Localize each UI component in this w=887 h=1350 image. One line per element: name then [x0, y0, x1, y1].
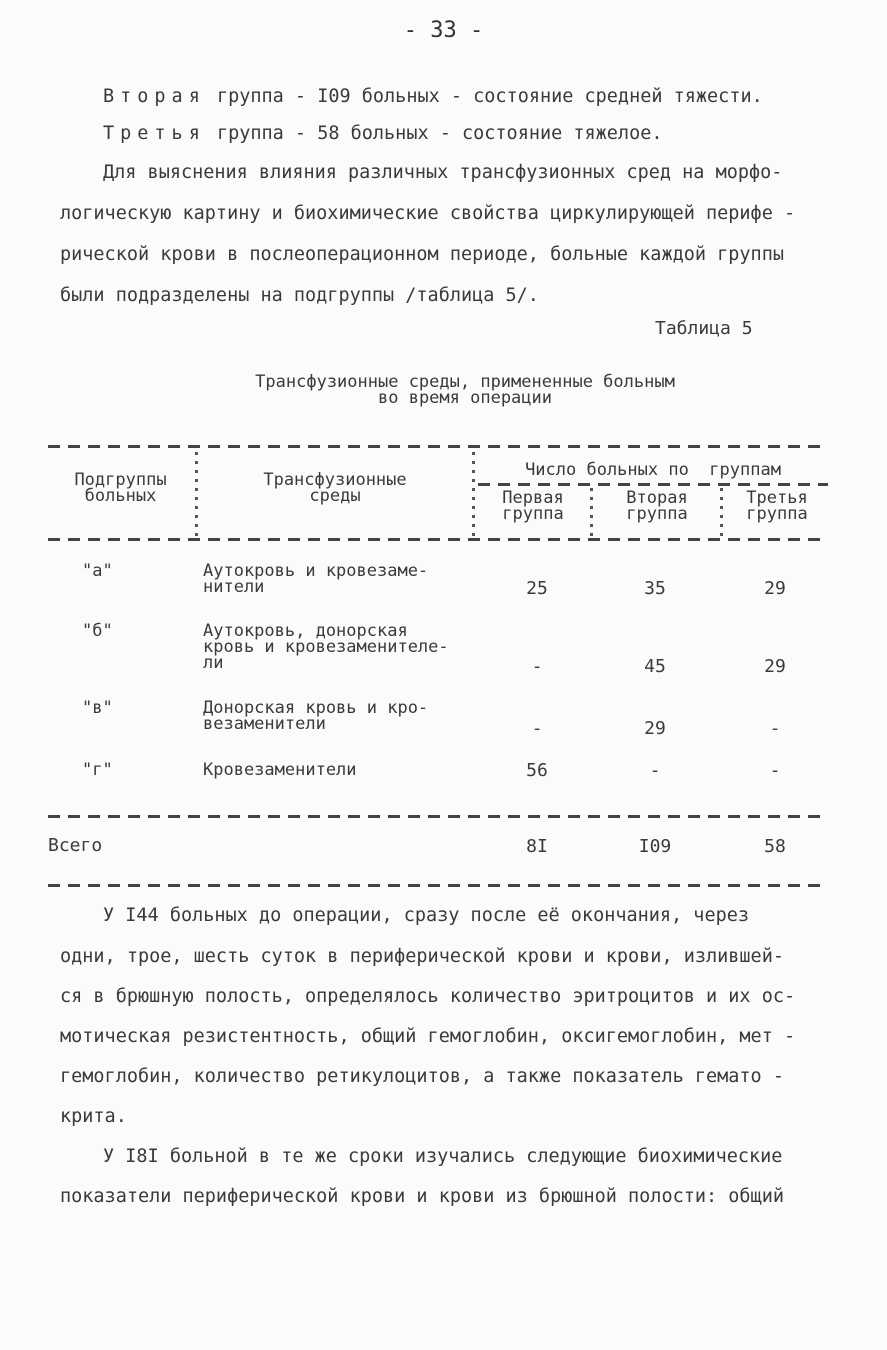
table-cell-value: 35 — [644, 578, 666, 599]
table-row-subgroup: "б" — [82, 621, 113, 641]
paragraph-line: логическую картину и биохимические свойства циркулирующей перифе - — [60, 203, 796, 224]
paragraph-line: рической крови в послеоперационном периоде, больные каждой группы — [60, 244, 784, 265]
body-bottom-rule — [48, 815, 828, 818]
second-group-text: группа - I09 больных - состояние средней тяжести. — [216, 86, 763, 107]
table-row-subgroup: "г" — [82, 760, 113, 780]
table-cell-value: 29 — [764, 578, 786, 599]
paragraph-line: мотическая резистентность, общий гемоглобин, оксигемоглобин, мет - — [60, 1026, 796, 1047]
column-separator — [472, 452, 475, 536]
table-row-media: Аутокровь, донорская кровь и кровезаменителе- ли — [203, 621, 449, 673]
table-total-label: Всего — [48, 835, 103, 856]
table-label: Таблица 5 — [655, 318, 753, 339]
table-cell-value: 45 — [644, 656, 666, 677]
table-total-value: I09 — [638, 836, 672, 857]
third-group-label: Третья — [103, 123, 206, 144]
table-row-media: Аутокровь и кровезаме- нители — [203, 561, 429, 597]
table-cell-value: - — [769, 760, 781, 781]
table-bottom-rule — [48, 884, 828, 887]
table-title-line-2: во время операции — [378, 388, 552, 408]
table-cell-value: 56 — [526, 760, 548, 781]
table-row-subgroup: "в" — [82, 698, 113, 718]
table-cell-value: 25 — [526, 578, 548, 599]
column-separator — [720, 488, 723, 536]
table-cell-value: - — [649, 760, 661, 781]
second-group-label: Вторая — [103, 86, 206, 107]
table-cell-value: 29 — [644, 718, 666, 739]
table-total-value: 8I — [526, 836, 548, 857]
header-media: Трансфузионные среды — [263, 470, 407, 506]
column-separator — [195, 452, 198, 536]
page-number: - 33 - — [403, 18, 484, 43]
header-third-group: Третья группа — [746, 488, 808, 524]
header-first-group: Первая группа — [502, 488, 564, 524]
paragraph-line: ся в брюшную полость, определялось количество эритроцитов и их ос- — [60, 986, 796, 1007]
intro-line-1 — [103, 86, 838, 107]
table-cell-value: - — [769, 718, 781, 739]
header-sub-rule — [478, 483, 828, 486]
third-group-text: группа - 58 больных - состояние тяжелое. — [216, 123, 663, 144]
table-cell-value: - — [531, 656, 543, 677]
table-row-subgroup: "а" — [82, 561, 113, 581]
header-second-group: Вторая группа — [626, 488, 688, 524]
table-row-media: Кровезаменители — [203, 760, 357, 780]
column-separator — [590, 488, 593, 536]
intro-line-2 — [103, 123, 838, 144]
paragraph-line: У I44 больных до операции, сразу после её окончания, через — [103, 905, 750, 926]
table-top-rule — [48, 445, 828, 448]
paragraph-line: крита. — [60, 1106, 127, 1127]
table-title-line-1: Трансфузионные среды, примененные больным — [255, 372, 675, 392]
paragraph-line: показатели периферической крови и крови из брюшной полости: общий — [60, 1186, 784, 1207]
header-count-by-group: Число больных по группам — [525, 460, 781, 480]
header-subgroup: Подгруппы больных — [74, 470, 167, 506]
table-cell-value: - — [531, 718, 543, 739]
table-cell-value: 29 — [764, 656, 786, 677]
paragraph-line: У I8I больной в те же сроки изучались следующие биохимические — [103, 1146, 783, 1167]
table-total-value: 58 — [764, 836, 786, 857]
table-row-media: Донорская кровь и кро- везаменители — [203, 698, 429, 734]
paragraph-line: гемоглобин, количество ретикулоцитов, а также показатель гемато - — [60, 1066, 784, 1087]
header-bottom-rule — [48, 538, 828, 541]
paragraph-line: одни, трое, шесть суток в периферической крови и крови, излившей- — [60, 946, 784, 967]
paragraph-line: Для выяснения влияния различных трансфузионных сред на морфо- — [103, 162, 783, 183]
paragraph-line: были подразделены на подгруппы /таблица 5/. — [60, 285, 539, 306]
